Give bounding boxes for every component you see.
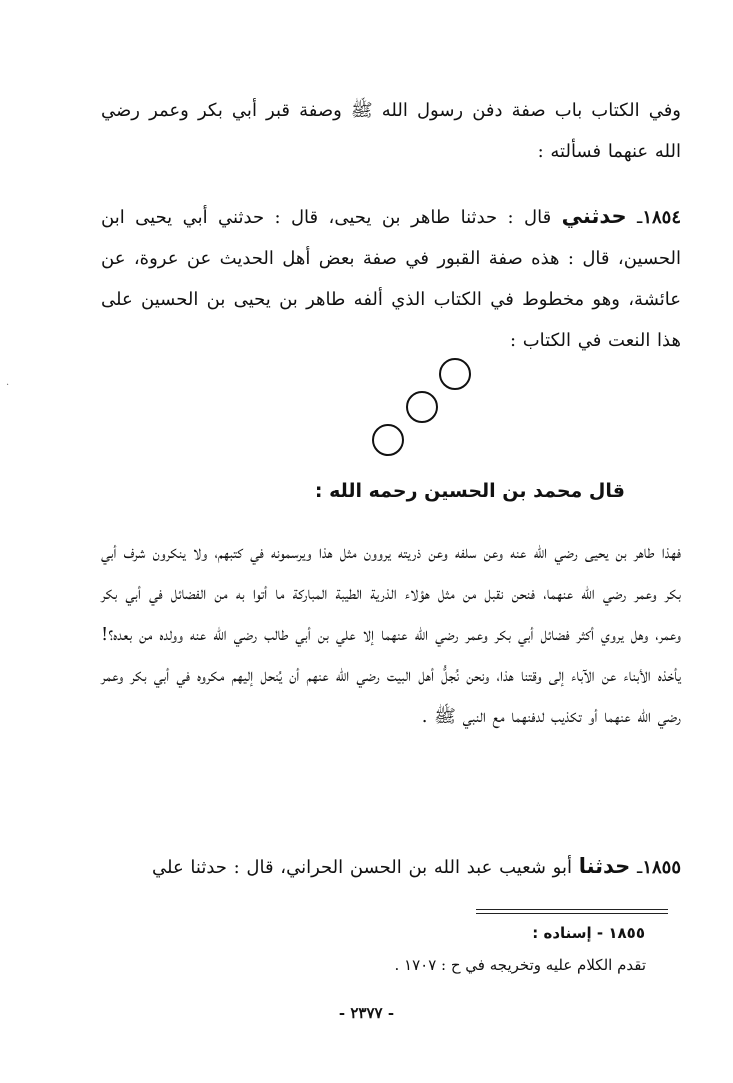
hadith-dash: ـ xyxy=(637,207,643,228)
paragraph-commentary: فهذا طاهر بن يحيى رضي الله عنه وعن سلفه وعن ذريته يروون مثل هذا ويرسمونه في كتبهم، ولا ينكرون شرف أبي بكر وعمر رضي الله عنهما، فنحن نقبل من مثل هؤلاء الذرية الطيبة المباركة ما أتوا به من الفضائل في أبي بكر وعمر، وهل يروي أكثر فضائل أبي بكر وعمر رضي الله عنهما إلا علي بن أبي طالب رضي الله عنه وولده من بعده؟! يأخذه الأبناء عن الآباء إلى وقتنا هذا، ونحن نُجلُّ أهل البيت رضي الله عنهم أن يُنحل إليهم مكروه في أبي بكر وعمر رضي الله عنهما أو تكذيب لدفنهما مع النبي ﷺ . xyxy=(101,542,681,727)
footnote-divider-bottom xyxy=(476,913,668,914)
section-heading: قال محمد بن الحسين رحمه الله : xyxy=(314,480,625,502)
hadith-number: ١٨٥٤ xyxy=(642,207,681,228)
hadith-1855 xyxy=(101,846,681,888)
hadith-dash: ـ xyxy=(637,857,643,878)
hadith-keyword: حدثنا xyxy=(578,854,631,878)
hadith-keyword: حدثني xyxy=(561,204,627,228)
hadith-text: أبو شعيب عبد الله بن الحسن الحراني، قال : حدثنا علي xyxy=(151,857,572,878)
paragraph-intro: وفي الكتاب باب صفة دفن رسول الله ﷺ وصفة قبر أبي بكر وعمر رضي الله عنهما فسألته : xyxy=(101,100,681,162)
hadith-number: ١٨٥٥ xyxy=(642,857,681,878)
grave-circle-middle xyxy=(407,392,437,422)
footnote-heading: ١٨٥٥ - إسناده : xyxy=(532,924,645,942)
graves-diagram xyxy=(360,352,480,462)
hadith-1854 xyxy=(101,196,681,361)
hadith-text: قال : حدثنا طاهر بن يحيى، قال : حدثني أبي يحيى ابن الحسين، قال : هذه صفة القبور في صفة بعض أهل الحديث عن عروة، عن عائشة، وهو مخطوط في الكتاب الذي ألفه طاهر بن يحيى بن الحسين على هذا النعت في الكتاب : xyxy=(101,207,681,351)
grave-circle-top xyxy=(440,359,470,389)
footnote-divider-top xyxy=(476,909,668,910)
page-number: - ٢٣٧٧ - xyxy=(338,1004,395,1022)
footnote-text: تقدم الكلام عليه وتخريجه في ح : ١٧٠٧ . xyxy=(394,956,646,974)
grave-circle-bottom xyxy=(373,425,403,455)
margin-mark: · xyxy=(6,380,10,391)
